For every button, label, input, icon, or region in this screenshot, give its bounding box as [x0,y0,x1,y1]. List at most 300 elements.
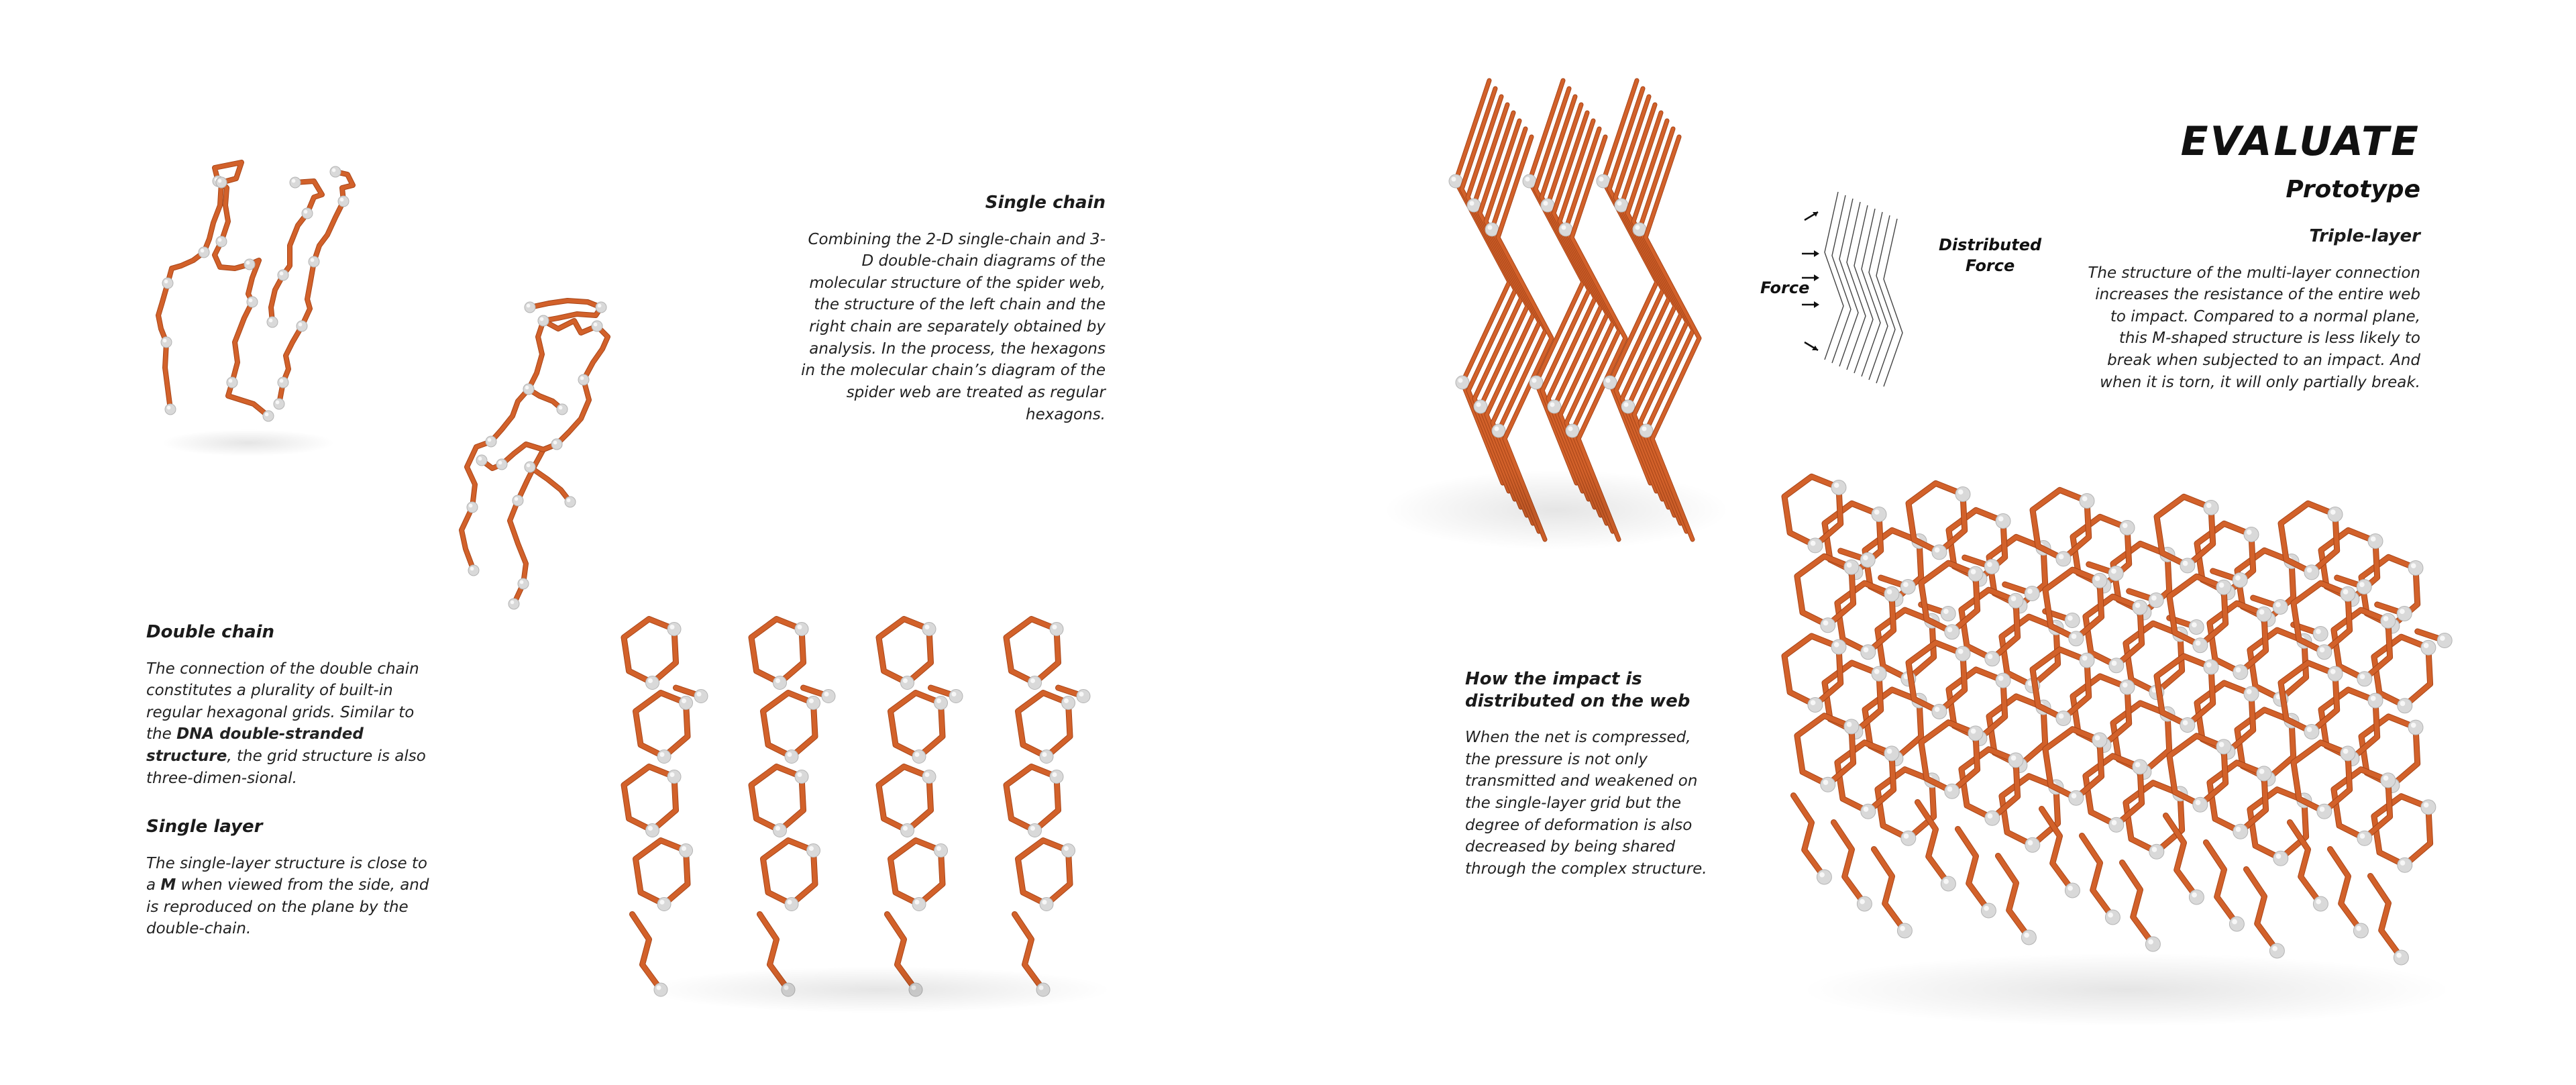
node-highlight [1525,177,1530,182]
rod [462,301,601,570]
node-highlight [925,772,930,777]
node-sphere [244,259,255,270]
node-sphere [476,455,487,466]
impact-heading-line1: How the impact is [1465,669,1642,689]
node-sphere [1831,639,1846,654]
node-sphere [667,770,681,784]
node-sphere [1984,560,1999,574]
node-sphere [2317,804,2332,819]
node-highlight [2219,582,2224,588]
node-sphere [1861,804,1876,819]
node-sphere [2149,844,2164,859]
node-highlight [2316,629,2321,634]
node-highlight [2307,568,2312,573]
node-highlight [1988,654,1993,660]
node-highlight [824,692,829,696]
node-highlight [567,499,571,503]
node-highlight [246,261,250,265]
node-sphere [795,623,808,636]
node-highlight [2247,689,2252,694]
node-sphere [1474,400,1487,413]
node-highlight [1819,872,1825,878]
node-highlight [1971,569,1976,574]
node-highlight [2219,742,2224,747]
node-highlight [2236,827,2241,832]
node-sphere [646,824,659,837]
node-sphere [565,497,576,507]
node-highlight [470,567,474,571]
node-highlight [580,376,584,380]
node-highlight [269,319,273,323]
node-highlight [2206,503,2212,508]
node-sphere [2397,607,2412,621]
rod-shadow [215,183,268,416]
node-sphere [1996,673,2010,688]
node-highlight [1064,846,1069,851]
node-sphere [1884,746,1899,761]
node-highlight [2059,554,2064,560]
node-highlight [1998,676,2004,681]
node-highlight [1904,833,1909,839]
node-sphere [1844,560,1859,574]
shadow-single-chain-left [161,429,335,456]
node-sphere [596,302,606,313]
node-highlight [648,678,653,683]
node-sphere [227,377,237,388]
node-sphere [557,404,568,415]
node-highlight [2082,656,2088,661]
node-sphere [1040,750,1053,764]
node-highlight [1635,225,1640,230]
node-sphere [1040,898,1053,911]
node-sphere [657,898,671,911]
node-sphere [2145,937,2160,951]
node-sphere [949,690,963,703]
node-highlight [1935,548,1940,553]
node-sphere [1900,580,1915,595]
node-highlight [2383,616,2389,621]
node-highlight [276,401,280,405]
node-sphere [1640,424,1653,437]
impact-heading-line2: distributed on the web [1465,690,1690,711]
node-sphere [1062,696,1075,710]
node-highlight [164,280,168,284]
node-sphere [1955,487,1970,502]
force-label: Force [1760,278,1810,297]
node-highlight [1860,899,1865,905]
rod [482,444,557,468]
node-highlight [1053,625,1057,629]
node-sphere [2180,558,2195,573]
node-highlight [2111,568,2116,574]
node-highlight [1943,879,1949,884]
node-sphere [1621,400,1635,413]
node-sphere [538,315,549,326]
node-highlight [332,168,336,172]
node-highlight [511,601,515,605]
impact-body: When the net is compressed, the pressure is not only transmitted and weakened on the single-layer grid but the degree of deformation is also decreased by being shared through the complex structure. [1465,729,1707,878]
node-highlight [2108,913,2113,918]
node-sphere [1955,646,1970,661]
single-layer-text-block [146,816,435,940]
node-highlight [1642,427,1647,431]
node-highlight [167,406,171,410]
node-sphere [1981,903,1996,918]
node-sphere [1884,586,1899,601]
node-highlight [903,826,908,831]
node-sphere [496,459,507,470]
node-sphere [2233,665,2248,680]
node-highlight [1079,692,1084,696]
node-sphere [1941,876,1955,891]
node-sphere [646,676,659,690]
triple-layer-body: The structure of the multi-layer connection increases the resistance of the entire web to impact. Compared to a normal plane, this M-shaped structure is less likely to break when subjected to an impact. And when it is torn, it will only partially break. [2088,264,2420,391]
node-sphere [263,411,274,421]
node-highlight [1811,700,1816,705]
node-sphere [525,302,535,313]
single-chain-model-left [134,141,416,450]
node-sphere [2313,896,2328,911]
double-chain-text-block [146,621,435,789]
node-sphere [2437,633,2452,648]
distributed-label-line1: Distributed [1939,236,2042,254]
node-highlight [2011,756,2017,761]
node-highlight [2360,833,2365,839]
double-chain-heading: Double chain [146,622,275,642]
node-highlight [1030,826,1035,831]
node-highlight [1935,707,1940,712]
node-highlight [1064,699,1069,703]
node-sphere [2273,851,2288,866]
node-sphere [592,321,602,331]
node-highlight [1477,403,1481,407]
node-highlight [1863,555,1868,560]
node-sphere [807,696,820,710]
node-sphere [2008,753,2023,768]
node-highlight [2123,523,2128,528]
node-highlight [1984,906,1989,911]
node-highlight [1053,772,1057,777]
node-sphere [680,696,693,710]
node-sphere [1872,507,1886,522]
node-highlight [525,386,529,390]
node-highlight [2411,563,2416,568]
diagram-line [1884,219,1902,386]
node-highlight [1834,482,1839,488]
node-highlight [1030,678,1035,683]
node-sphere [2357,580,2371,595]
node-highlight [2272,946,2277,951]
node-sphere [1860,553,1875,568]
node-sphere [2080,494,2094,509]
node-highlight [2356,926,2361,931]
node-sphere [1566,424,1579,437]
node-highlight [1624,403,1629,407]
node-highlight [478,457,482,461]
node-sphere [2065,883,2080,898]
node-sphere [2108,566,2123,581]
node-sphere [1821,777,1835,792]
node-highlight [1943,609,1949,614]
node-sphere [807,844,820,858]
node-highlight [1452,177,1456,182]
page-title: EVALUATE [2180,118,2420,165]
node-sphere [2120,521,2135,535]
node-sphere [1548,400,1561,413]
node-highlight [1887,589,1892,595]
node-sphere [2357,672,2372,686]
node-highlight [682,846,686,851]
double-chain-grid-model [590,577,1127,1006]
node-sphere [2109,658,2124,673]
node-highlight [1971,729,1976,734]
single-layer-body-part2: when viewed from the side, and is reproduced on the plane by the double-chain. [146,876,429,938]
node-sphere [795,770,808,784]
node-sphere [2069,790,2084,805]
node-sphere [1861,645,1876,660]
node-sphere [2229,917,2244,931]
node-sphere [551,439,562,450]
node-highlight [788,752,792,757]
node-highlight [682,699,686,703]
node-highlight [2330,669,2336,674]
node-sphere [934,844,948,858]
node-sphere [162,278,173,289]
node-sphere [2133,600,2147,615]
node-sphere [912,898,926,911]
node-sphere [309,256,319,267]
node-highlight [1823,780,1829,785]
node-highlight [1617,201,1622,206]
node-highlight [2383,776,2389,781]
node-highlight [2206,662,2212,668]
node-sphere [278,377,288,388]
node-highlight [2400,701,2406,707]
node-sphere [2008,593,2023,608]
node-sphere [2149,593,2163,608]
node-highlight [809,699,814,703]
node-highlight [292,179,296,183]
node-highlight [2196,800,2201,805]
node-highlight [540,317,544,321]
node-sphere [1831,480,1846,495]
node-highlight [2232,919,2237,925]
node-highlight [788,900,792,905]
node-highlight [1988,813,1993,819]
node-sphere [1028,824,1042,837]
node-highlight [1900,926,1905,931]
double-chain-body [146,658,435,790]
node-highlight [2072,793,2077,798]
rod-shadow [271,181,322,322]
rod [215,183,268,416]
node-sphere [467,502,478,513]
node-highlight [2320,648,2325,653]
node-highlight [2095,576,2100,581]
node-sphere [2025,837,2040,852]
single-chain-text-block [797,192,1106,425]
node-highlight [2259,609,2265,615]
node-sphere [2092,733,2107,747]
node-highlight [2011,596,2017,601]
node-highlight [2135,762,2141,768]
node-highlight [670,772,675,777]
rod [529,389,562,409]
node-highlight [2112,820,2117,825]
node-sphere [2398,699,2412,713]
node-highlight [280,272,284,276]
single-chain-body: Combining the 2-D single-chain and 3-D double-chain diagrams of the molecular structure of the spider web, the structure of the left chain and the right chain are separately obtained by analysis. In the process, the hexagons in the molecular chain’s diagram of the spider web are treated as regular hexagons. [801,230,1106,423]
node-sphere [901,676,914,690]
node-sphere [2180,718,2195,733]
triple-layer-heading: Triple-layer [2309,226,2420,246]
node-sphere [1945,625,1960,639]
double-chain-body-part1: The connection of the double chain constitutes a plurality of built-in regular hexagonal grids. Similar to the [146,660,419,743]
node-sphere [773,676,787,690]
node-highlight [2151,595,2157,601]
node-sphere [2092,573,2107,588]
node-highlight [2330,509,2336,515]
node-highlight [553,441,557,445]
dna-structure-emphasis: DNA double-stranded structure [146,725,364,766]
node-highlight [2259,769,2265,774]
node-highlight [660,752,665,757]
node-highlight [1532,378,1537,383]
node-highlight [809,846,814,851]
node-highlight [2059,713,2064,719]
node-highlight [2411,723,2416,728]
single-layer-body [146,853,435,941]
node-highlight [648,826,653,831]
node-highlight [2424,803,2429,808]
node-sphere [1821,618,1835,633]
node-sphere [934,696,948,710]
node-sphere [657,750,671,764]
node-highlight [2396,953,2402,958]
node-highlight [201,249,205,253]
node-highlight [1864,648,1869,653]
node-highlight [249,299,253,303]
node-sphere [1050,623,1063,636]
node-highlight [488,438,492,442]
node-highlight [2192,892,2197,898]
node-sphere [1968,566,1983,581]
node-sphere [1932,705,1947,719]
node-sphere [1077,690,1090,703]
node-highlight [2148,939,2153,945]
node-highlight [2360,674,2365,680]
node-highlight [1495,427,1499,431]
node-sphere [518,578,529,589]
node-sphere [2313,627,2328,641]
node-highlight [311,258,315,262]
node-sphere [2353,923,2368,938]
single-layer-body-part1: The single-layer structure is close to a [146,854,428,894]
node-highlight [1874,669,1880,674]
node-sphere [2328,666,2343,681]
node-highlight [1042,900,1047,905]
node-highlight [915,752,920,757]
node-highlight [515,497,519,501]
node-highlight [1550,403,1555,407]
node-highlight [594,323,598,327]
node-sphere [290,177,301,188]
triple-layer-grid-model [1744,456,2428,1006]
node-sphere [338,196,349,207]
node-sphere [278,270,288,280]
node-sphere [2233,573,2247,588]
node-sphere [2204,501,2218,515]
node-highlight [1874,509,1880,515]
node-sphere [578,374,589,385]
node-highlight [527,304,531,308]
node-sphere [1968,726,1983,741]
node-highlight [2276,854,2282,859]
node-highlight [2371,536,2376,541]
single-layer-heading: Single layer [146,817,263,837]
node-sphere [1897,923,1912,938]
node-sphere [2056,711,2071,726]
node-sphere [785,898,798,911]
double-chain-body-part2: , the grid structure is also three-dimen-sional. [146,747,426,787]
node-highlight [775,678,780,683]
node-sphere [2257,766,2271,781]
node-highlight [1887,749,1892,754]
node-highlight [936,846,941,851]
node-sphere [1985,811,2000,825]
node-highlight [2343,589,2349,595]
node-sphere [2065,613,2080,628]
node-highlight [1562,225,1566,230]
node-sphere [2069,631,2084,646]
node-highlight [1470,201,1474,206]
node-sphere [1529,376,1543,389]
node-highlight [660,900,665,905]
node-sphere [2408,720,2423,735]
node-sphere [523,384,534,395]
node-sphere [2025,586,2039,601]
node-sphere [2381,773,2396,788]
node-highlight [299,323,303,327]
node-sphere [667,623,681,636]
rod [510,321,608,604]
node-highlight [2424,643,2429,648]
node-sphere [302,208,313,219]
node-sphere [773,824,787,837]
node-highlight [2027,588,2033,594]
node-highlight [2112,661,2117,666]
node-highlight [798,625,802,629]
node-highlight [2183,561,2188,566]
page-subtitle: Prototype [2286,176,2420,203]
node-highlight [218,238,222,242]
node-sphere [274,399,284,409]
shadow-double-chain-grid [644,966,1114,1013]
node-sphere [2189,620,2204,635]
node-sphere [1901,831,1916,845]
node-highlight [218,179,222,183]
node-sphere [267,317,278,327]
node-highlight [1903,582,1909,587]
node-sphere [1808,698,1823,713]
node-highlight [1947,627,1953,633]
node-highlight [229,379,233,383]
node-sphere [161,337,172,348]
node-highlight [2247,529,2252,535]
node-sphere [1872,666,1886,681]
node-sphere [1817,870,1831,884]
node-highlight [2320,807,2325,812]
